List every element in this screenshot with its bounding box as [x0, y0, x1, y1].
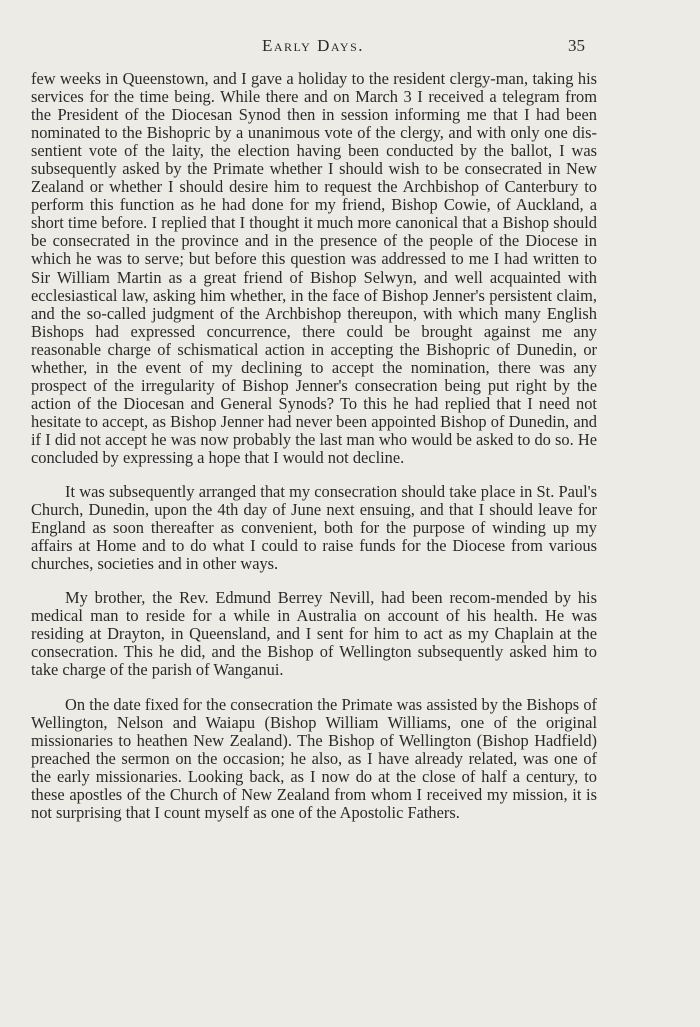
paragraph-consecration-day: On the date fixed for the consecration the Primate was assisted by the Bishops of Wellington, Nelson and Waiapu (Bishop William Williams, one of the original missionaries to heathen New Zealand). The Bishop of Wellington (Bishop Hadfield) preached the sermon on the occasion; he also, as I have already related, was one of the early missionaries. Looking back, as I now do at the close of half a century, to these apostles of the Church of New Zealand from whom I received my mission, it is not surprising that I count myself as one of the Apostolic Fathers.: [31, 694, 597, 822]
running-head: [0, 36, 700, 60]
paragraph-continued: few weeks in Queenstown, and I gave a holiday to the resident clergy-man, taking his services for the time being. While there and on March 3 I received a telegram from the President of the Diocesan Synod then in session informing me that I had been nominated to the Bishopric by a unanimous vote of the clergy, and with only one dis-sentient vote of the laity, the election having been conducted by the ballot, I was subsequently asked by the Primate whether I should wish to be consecrated in New Zealand or whether I should desire him to request the Archbishop of Canterbury to perform this function as he had done for my friend, Bishop Cowie, of Auckland, a short time before. I replied that I thought it much more canonical that a Bishop should be consecrated in the province and in the presence of the people of the Diocese in which he was to serve; but before this question was addressed to me I had written to Sir William Martin as a great friend of Bishop Selwyn, and well acquainted with ecclesiastical law, asking him whether, in the face of Bishop Jenner's persistent claim, and the so-called judgment of the Archbishop thereupon, with which many English Bishops had expressed concurrence, there could be brought against me any reasonable charge of schismatical action in accepting the Bishopric of Dunedin, or whether, in the event of my declining to accept the nomination, there was any prospect of the irregularity of Bishop Jenner's consecration being put right by the action of the Diocesan and General Synods? To this he had replied that I need not hesitate to accept, as Bishop Jenner had never been appointed Bishop of Dunedin, and if I did not accept he was now probably the last man who would be asked to do so. He concluded by expressing a hope that I would not decline.: [31, 69, 597, 467]
paragraph-consecration-arrangements: It was subsequently arranged that my consecration should take place in St. Paul's Church, Dunedin, upon the 4th day of June next ensuing, and that I should leave for England as soon thereafter as convenient, both for the purpose of winding up my affairs at Home and to do what I could to raise funds for the Diocese from various churches, societies and in other ways.: [31, 482, 597, 574]
running-title: Early Days.: [261, 36, 365, 55]
page-number: 35: [568, 36, 585, 55]
paragraph-brother-chaplain: My brother, the Rev. Edmund Berrey Nevill, had been recom-mended by his medical man to reside for a while in Australia on account of his health. He was residing at Drayton, in Queensland, and I sent for him to act as my Chaplain at the consecration. This he did, and the Bishop of Wellington subsequently asked him to take charge of the parish of Wanganui.: [31, 588, 597, 680]
body-text: [31, 70, 597, 822]
